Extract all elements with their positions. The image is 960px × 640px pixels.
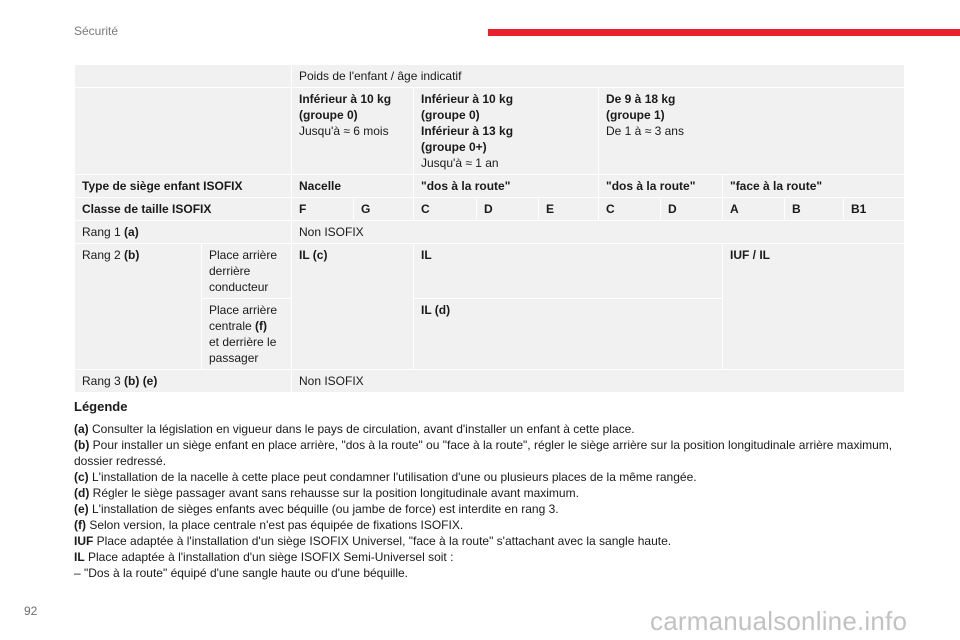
size-class-cell: E (539, 198, 599, 221)
legend-key: (b) (74, 438, 90, 452)
section-accent-bar (488, 29, 960, 36)
size-class-cell: C (599, 198, 661, 221)
legend-key: (c) (74, 470, 89, 484)
group-title: De 9 à 18 kg (606, 92, 676, 106)
legend-text: Consulter la législation en vigueur dans le pays de circulation, avant d'installer un enfant à cette place. (88, 422, 635, 436)
group-age: De 1 à ≈ 3 ans (606, 124, 684, 138)
rear-facing-centre-value: IL (d) (414, 299, 723, 370)
seat-type-cell: Nacelle (292, 175, 414, 198)
group-row (75, 88, 905, 175)
row-label-note: (b) (e) (124, 374, 158, 388)
row-1 (75, 221, 905, 244)
group-cell-1 (414, 88, 599, 175)
size-class-cell: F (292, 198, 354, 221)
size-class-cell: C (414, 198, 477, 221)
place-label-centre (202, 299, 292, 370)
legend-item (74, 437, 914, 469)
legend-item (74, 421, 914, 437)
isofix-table (74, 64, 905, 393)
legend-text: Selon version, la place centrale n'est pas équipée de fixations ISOFIX. (86, 518, 464, 532)
legend-text: L'installation de la nacelle à cette place peut condamner l'utilisation d'une ou plusieurs places de la même rangée. (88, 470, 697, 484)
row-3-label (75, 370, 292, 393)
row-3 (75, 370, 905, 393)
forward-facing-value: IUF / IL (723, 244, 905, 370)
legend (74, 399, 914, 581)
row-label-text: Rang 1 (82, 225, 125, 239)
seat-type-row (75, 175, 905, 198)
group-age: Jusqu'à ≈ 6 mois (299, 124, 389, 138)
row-label-text: Rang 2 (82, 248, 125, 262)
place-text-rest: et derrière le passager (209, 335, 277, 365)
legend-text: L'installation de sièges enfants avec béquille (ou jambe de force) est interdite en rang 3. (88, 502, 559, 516)
size-class-cell: G (354, 198, 414, 221)
legend-text: Place adaptée à l'installation d'un siège ISOFIX Semi-Universel soit : (84, 550, 454, 564)
group-name-2: (groupe 0+) (421, 140, 487, 154)
legend-title: Légende (74, 399, 128, 414)
watermark: carmanualsonline.info (650, 606, 908, 636)
empty-cell (75, 88, 292, 175)
group-name: (groupe 0) (421, 108, 480, 122)
size-class-row (75, 198, 905, 221)
legend-item (74, 533, 914, 549)
weight-header: Poids de l'enfant / âge indicatif (292, 65, 905, 88)
legend-text: – "Dos à la route" équipé d'une sangle haute ou d'une béquille. (74, 566, 409, 580)
legend-key: (d) (74, 486, 90, 500)
legend-text: Régler le siège passager avant sans rehausse sur la position longitudinale avant maximum. (89, 486, 579, 500)
size-class-cell: B (785, 198, 844, 221)
seat-type-cell: "face à la route" (723, 175, 905, 198)
size-class-cell: A (723, 198, 785, 221)
legend-item (74, 469, 914, 485)
row-2-label (75, 244, 202, 370)
place-note: (f) (255, 319, 268, 333)
group-age: Jusqu'à ≈ 1 an (421, 156, 499, 170)
seat-type-cell: "dos à la route" (414, 175, 599, 198)
group-title-2: Inférieur à 13 kg (421, 124, 514, 138)
seat-type-cell: "dos à la route" (599, 175, 723, 198)
weight-header-row (75, 65, 905, 88)
row-label-text: Rang 3 (82, 374, 125, 388)
place-text: Place arrière centrale (209, 303, 278, 333)
group-cell-2 (599, 88, 905, 175)
legend-item (74, 501, 914, 517)
group-name: (groupe 0) (299, 108, 358, 122)
legend-key: (a) (74, 422, 89, 436)
legend-key: IL (74, 550, 85, 564)
legend-text: Pour installer un siège enfant en place arrière, "dos à la route" ou "face à la route", régler le siège arrière sur la position longitudinale arrière maximum, dossier redressé. (74, 438, 893, 468)
row-label-note: (b) (124, 248, 140, 262)
group-name: (groupe 1) (606, 108, 665, 122)
legend-key: (f) (74, 518, 86, 532)
row-label-note: (a) (124, 225, 139, 239)
section-title: Sécurité (74, 24, 119, 38)
group-cell-0 (292, 88, 414, 175)
legend-item (74, 517, 914, 533)
seat-type-label: Type de siège enfant ISOFIX (75, 175, 292, 198)
row-3-value: Non ISOFIX (292, 370, 905, 393)
legend-text: Place adaptée à l'installation d'un siège ISOFIX Universel, "face à la route" s'attachant avec la sangle haute. (93, 534, 672, 548)
row-1-label (75, 221, 292, 244)
group-title: Inférieur à 10 kg (421, 92, 514, 106)
legend-item (74, 485, 914, 501)
empty-cell (75, 65, 292, 88)
group-title: Inférieur à 10 kg (299, 92, 392, 106)
page-number: 92 (24, 604, 38, 618)
nacelle-value: IL (c) (292, 244, 414, 370)
size-class-cell: B1 (844, 198, 905, 221)
legend-key: IUF (74, 534, 94, 548)
legend-item (74, 549, 914, 565)
rear-facing-value: IL (414, 244, 723, 299)
size-class-label: Classe de taille ISOFIX (75, 198, 292, 221)
size-class-cell: D (477, 198, 539, 221)
legend-key: (e) (74, 502, 89, 516)
row-1-value: Non ISOFIX (292, 221, 905, 244)
place-label-driver-side: Place arrière derrière conducteur (202, 244, 292, 299)
size-class-cell: D (661, 198, 723, 221)
legend-item (74, 565, 914, 581)
row-2a (75, 244, 905, 299)
